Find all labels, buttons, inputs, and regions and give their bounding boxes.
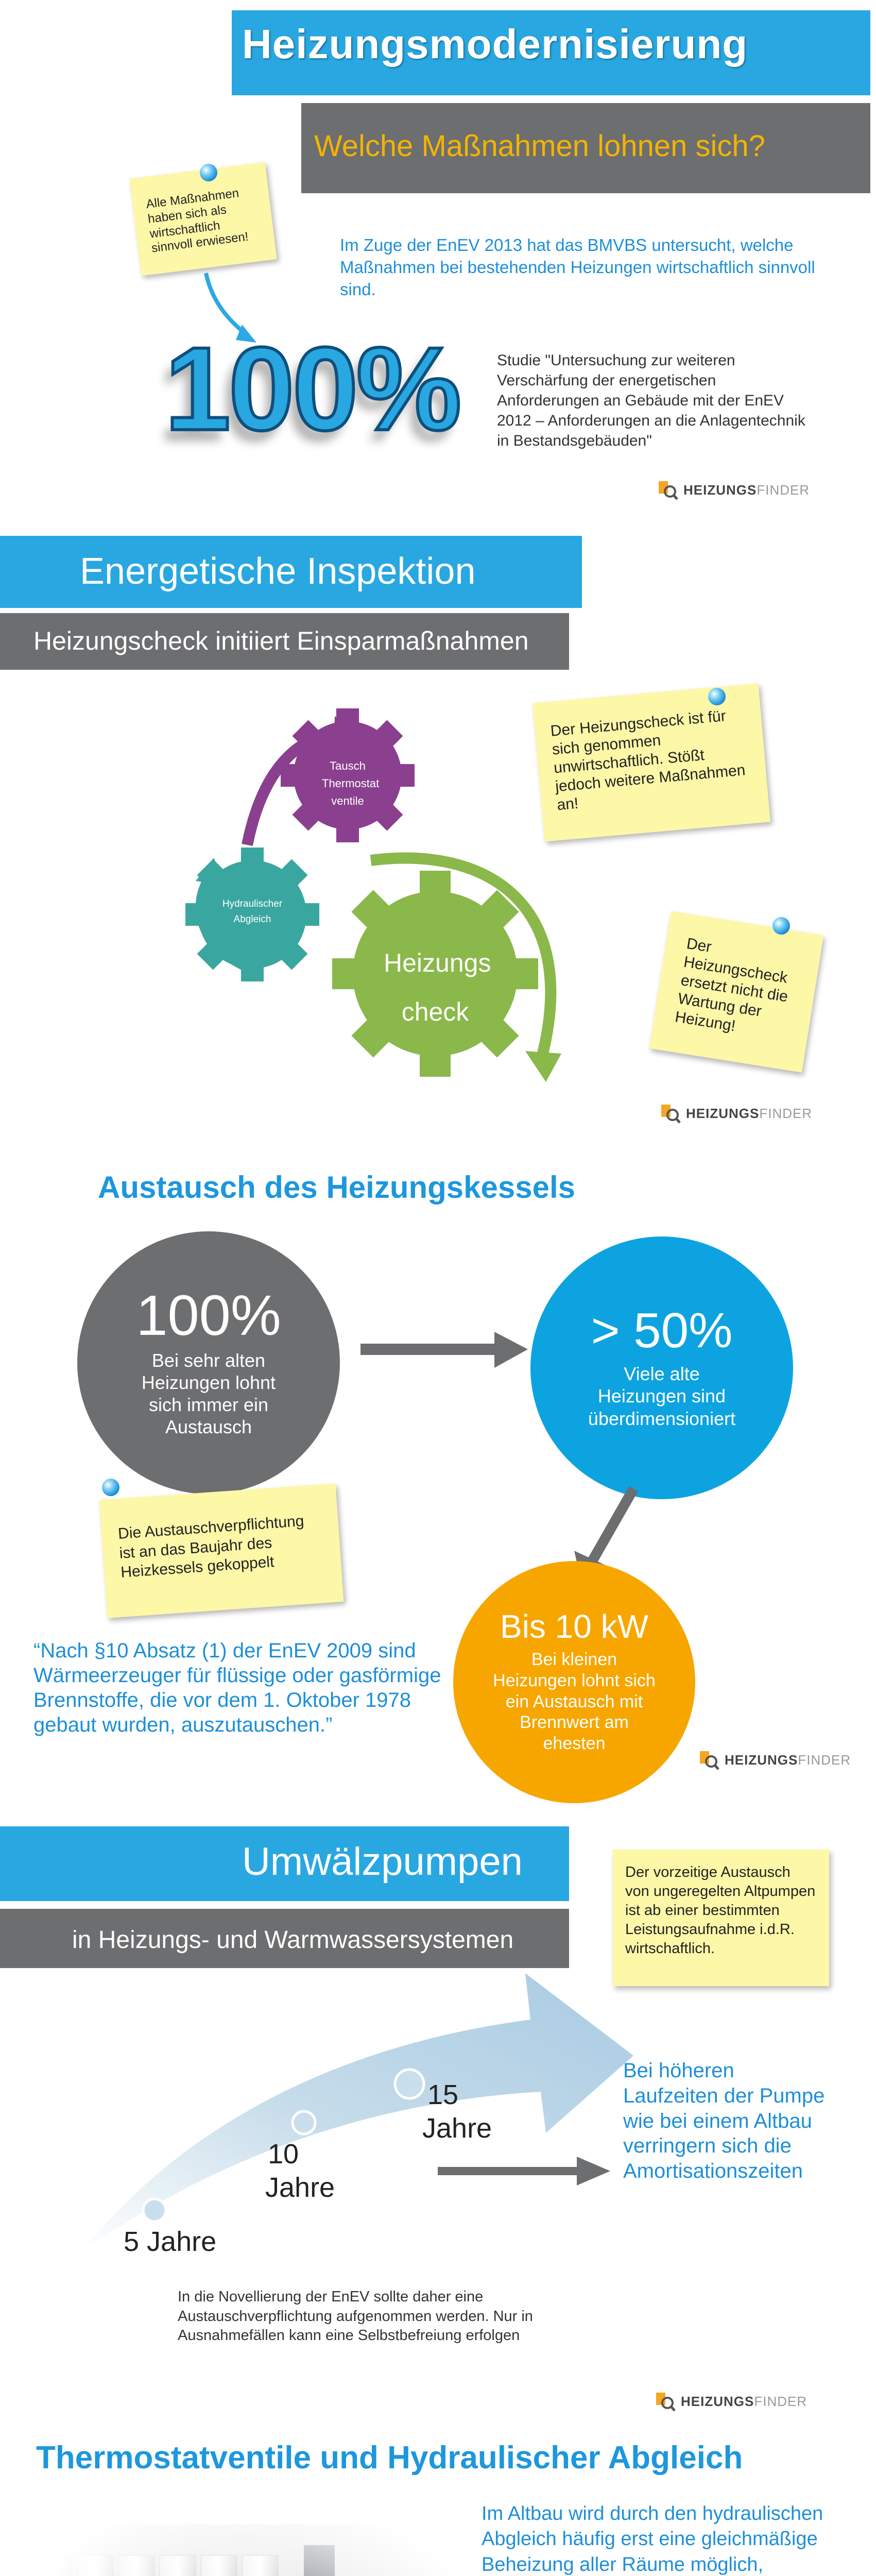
boiler-title: Austausch des Heizungskessels	[98, 1170, 576, 1205]
inspection-note-1-text: Der Heizungscheck ist für sich genommen unwirtschaftlich. Stößt jedoch weitere Maßnahmen an!	[549, 707, 746, 814]
arrow-right-icon	[360, 1329, 530, 1370]
pin-icon	[102, 1479, 119, 1496]
inspection-note-1	[533, 683, 770, 841]
logo-icon	[659, 1103, 681, 1124]
brand-logo	[698, 1749, 851, 1771]
pin-icon	[200, 164, 217, 181]
year-15-label: Jahre	[422, 2113, 492, 2144]
logo-icon	[698, 1749, 719, 1771]
inspection-title: Energetische Inspektion	[80, 551, 476, 592]
brand-part2: FINDER	[757, 482, 810, 498]
growth-arrow	[77, 1958, 669, 2267]
circle-100-text: Bei sehr alten Heizungen lohnt sich immer ein Austausch	[141, 1349, 276, 1438]
main-title: Heizungsmodernisierung	[242, 21, 748, 67]
circle-50	[530, 1236, 793, 1499]
gear-label-hydraulic: Hydraulischer Abgleich	[222, 899, 283, 925]
thermo-title: Thermostatventile und Hydraulischer Abgleich	[36, 2440, 743, 2476]
growth-dot-2	[293, 2111, 315, 2134]
pin-icon	[708, 688, 726, 705]
header-note-text: Alle Maßnahmen haben sich als wirtschaftlich sinnvoll erwiesen!	[145, 186, 249, 256]
logo-icon	[654, 2391, 676, 2412]
pumps-bottom-text: In die Novellierung der EnEV sollte daher eine Austauschverpflichtung aufgenommen werden. Nur in Ausnahmefällen kann eine Selbstbefreiung erfolgen	[178, 2289, 533, 2344]
pumps-side-text: Bei höheren Laufzeiten der Pumpe wie bei einem Altbau verringern sich die Amortisationszeiten	[623, 2059, 825, 2183]
thermo-text-normal: Im Altbau wird durch den hydraulischen Abgleich häufig erst eine gleichmäßige Beheizung aller Räume möglich,	[482, 2503, 823, 2575]
gear-label-thermostat: Tausch Thermostat ventile	[322, 759, 380, 808]
logo-icon	[657, 479, 678, 501]
pumps-subtitle: in Heizungs- und Warmwassersystemen	[72, 1926, 514, 1954]
circle-10kw-value: Bis 10 kW	[500, 1608, 649, 1645]
inspection-note-2	[649, 911, 824, 1073]
intro-text: Im Zuge der EnEV 2013 hat das BMVBS untersucht, welche Maßnahmen bei bestehenden Heizungen wirtschaftlich sinnvoll sind.	[340, 235, 815, 299]
brand-part1: HEIZUNGS	[681, 2393, 754, 2409]
subtitle: Welche Maßnahmen lohnen sich?	[314, 129, 765, 163]
brand-logo	[659, 1103, 812, 1124]
year-15-num: 15	[427, 2079, 459, 2110]
pin-icon	[772, 917, 790, 935]
circle-10kw	[453, 1561, 695, 1803]
inspection-subtitle: Heizungscheck initiiert Einsparmaßnahmen	[33, 626, 529, 655]
brand-part2: FINDER	[759, 1105, 813, 1121]
circle-100-value: 100%	[136, 1283, 281, 1347]
growth-dot-1	[143, 2199, 166, 2222]
gear-label-check-2: check	[401, 997, 469, 1026]
radiator-image	[31, 2524, 463, 2576]
brand-part1: HEIZUNGS	[686, 1105, 760, 1121]
thermo-text	[482, 2501, 857, 2576]
year-10-num: 10	[268, 2139, 299, 2170]
big-percent: 100%	[165, 323, 460, 455]
boiler-note	[99, 1483, 344, 1618]
year-5: 5 Jahre	[124, 2226, 217, 2257]
pumps-note-text: Der vorzeitige Austausch von ungeregelten Altpumpen ist ab einer bestimmten Leistungsaufnahme i.d.R. wirtschaftlich.	[625, 1864, 816, 1957]
circle-50-text: Viele alte Heizungen sind überdimensioniert	[588, 1363, 736, 1429]
arrow-right-icon	[438, 2154, 613, 2190]
growth-dot-3	[395, 2070, 424, 2098]
brand-part1: HEIZUNGS	[683, 482, 757, 498]
brand-part2: FINDER	[798, 1752, 851, 1768]
circle-50-value: > 50%	[591, 1303, 733, 1359]
study-text: Studie "Untersuchung zur weiteren Verschärfung der energetischen Anforderungen an Gebäude mit der EnEV 2012 – Anforderungen an die Anlagentechnik in Bestandsgebäuden"	[497, 352, 805, 449]
circle-10kw-text: Bei kleinen Heizungen lohnt sich ein Austausch mit Brennwert am ehesten	[493, 1650, 656, 1754]
circle-100	[77, 1231, 340, 1494]
year-10-label: Jahre	[265, 2172, 335, 2203]
brand-logo	[657, 479, 810, 501]
pumps-title: Umwälzpumpen	[242, 1840, 523, 1884]
inspection-note-2-text: Der Heizungscheck ersetzt nicht die Wartung der Heizung!	[674, 935, 789, 1035]
boiler-quote: “Nach §10 Absatz (1) der EnEV 2009 sind Wärmeerzeuger für flüssige oder gasförmige Brennstoffe, die vor dem 1. Oktober 1978 gebaut wurden, auszutauschen.”	[33, 1639, 441, 1736]
brand-part2: FINDER	[754, 2393, 808, 2409]
boiler-note-text: Die Austauschverpflichtung ist an das Baujahr des Heizkessels gekoppelt	[117, 1512, 305, 1581]
brand-logo	[654, 2391, 807, 2412]
gear-label-check-1: Heizungs	[384, 948, 491, 977]
brand-part1: HEIZUNGS	[725, 1752, 798, 1768]
